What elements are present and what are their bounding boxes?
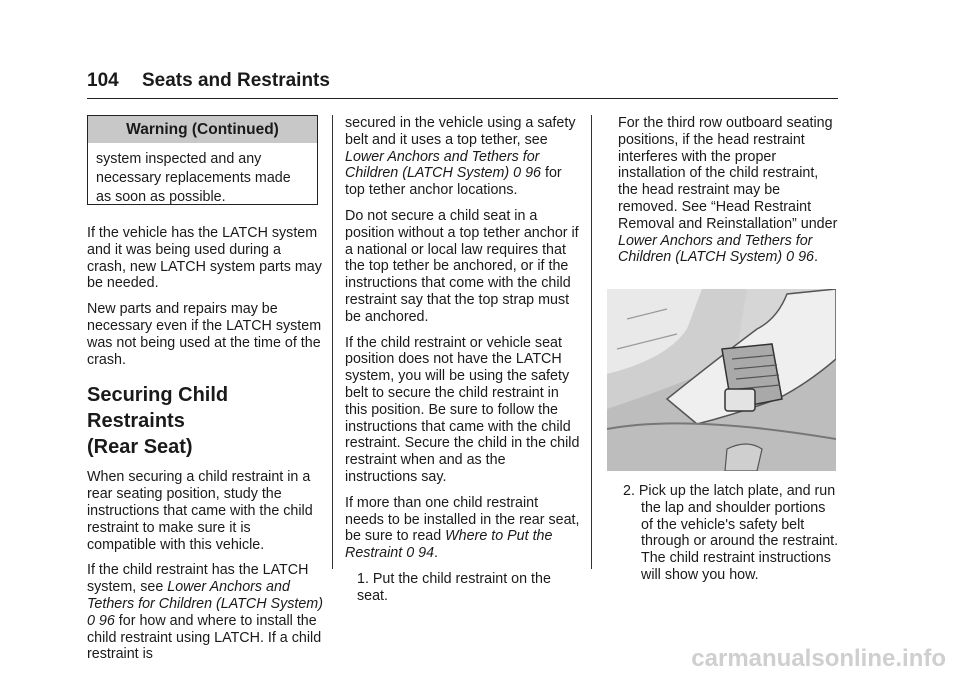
- paragraph: [618, 115, 838, 266]
- cross-reference-link[interactable]: Lower Anchors and Tethers for Children (LATCH System): [618, 232, 813, 266]
- text-run: .: [434, 545, 439, 562]
- step-1: 1. Put the child restraint on the seat.: [357, 570, 551, 604]
- page-reference[interactable]: 0 94: [406, 545, 435, 562]
- text-run: For the third row outboard seating positions, if the head restraint interferes with the proper installation of the child restraint, the head restraint may be removed. See “Head Restraint Removal and Reinstallation” under: [618, 115, 838, 232]
- cross-reference-link[interactable]: Lower Anchors and Tethers for Children (LATCH System): [345, 148, 540, 182]
- column-3: [618, 115, 838, 275]
- paragraph: [87, 562, 323, 663]
- paragraph: [345, 495, 581, 562]
- page-reference[interactable]: 0 96: [786, 249, 814, 266]
- heading-line: Securing Child Restraints: [87, 384, 229, 433]
- header-rule: [87, 98, 838, 99]
- cross-reference-link[interactable]: Where to Put the Restraint: [345, 528, 553, 562]
- text-run: .: [814, 249, 818, 266]
- paragraph: If the child restraint or vehicle seat position does not have the LATCH system, you will be using the safety belt to secure the child restraint in this position. Be sure to follow the instructions that came with the child restraint. Secure the child in the child restraint when and as the instructions say.: [345, 334, 580, 485]
- child-seat-belt-figure: [607, 289, 836, 471]
- page-reference[interactable]: 0 96: [513, 165, 541, 182]
- section-heading: [87, 382, 323, 460]
- watermark: carmanualsonline.info: [691, 645, 946, 672]
- text-run: for how and where to install the child restraint using LATCH. If a child restraint is: [87, 612, 322, 663]
- page-header: [87, 70, 330, 92]
- section-title: Seats and Restraints: [141, 70, 330, 91]
- column-3-lower: [607, 483, 839, 593]
- column-divider-1: [332, 115, 333, 569]
- column-1: [87, 225, 323, 672]
- paragraph: New parts and repairs may be necessary even if the LATCH system was not being used at the time of the crash.: [87, 301, 322, 368]
- text-run: If more than one child restraint needs to be installed in the rear seat, be sure to read: [345, 494, 580, 545]
- warning-title: Warning (Continued): [88, 116, 317, 143]
- warning-box: [87, 115, 318, 205]
- page-number: 104: [87, 70, 119, 91]
- cross-reference-link[interactable]: Lower Anchors and Tethers for Children (LATCH System): [87, 579, 323, 612]
- step-2: 2. Pick up the latch plate, and run the lap and shoulder portions of the vehicle's safety belt through or around the restraint. The child restraint instructions will show you how.: [623, 483, 839, 583]
- text-run: for top tether anchor locations.: [345, 165, 562, 199]
- page-reference[interactable]: 0 96: [87, 612, 115, 629]
- text-run: If the child restraint has the LATCH system, see: [87, 562, 309, 596]
- column-2: [345, 115, 581, 614]
- paragraph: If the vehicle has the LATCH system and it was being used during a crash, new LATCH system parts may be needed.: [87, 225, 322, 292]
- warning-body: system inspected and any necessary replacements made as soon as possible.: [96, 151, 291, 205]
- paragraph: When securing a child restraint in a rear seating position, study the instructions that came with the child restraint to make sure it is compatible with this vehicle.: [87, 469, 313, 553]
- heading-line: (Rear Seat): [87, 436, 193, 459]
- column-divider-2: [591, 115, 592, 569]
- paragraph: Do not secure a child seat in a position without a top tether anchor if a national or local law requires that the top tether be anchored, or if the instructions that come with the child restraint say that the top strap must be anchored.: [345, 207, 579, 325]
- paragraph: [345, 115, 581, 199]
- text-run: secured in the vehicle using a safety belt and it uses a top tether, see: [345, 115, 576, 148]
